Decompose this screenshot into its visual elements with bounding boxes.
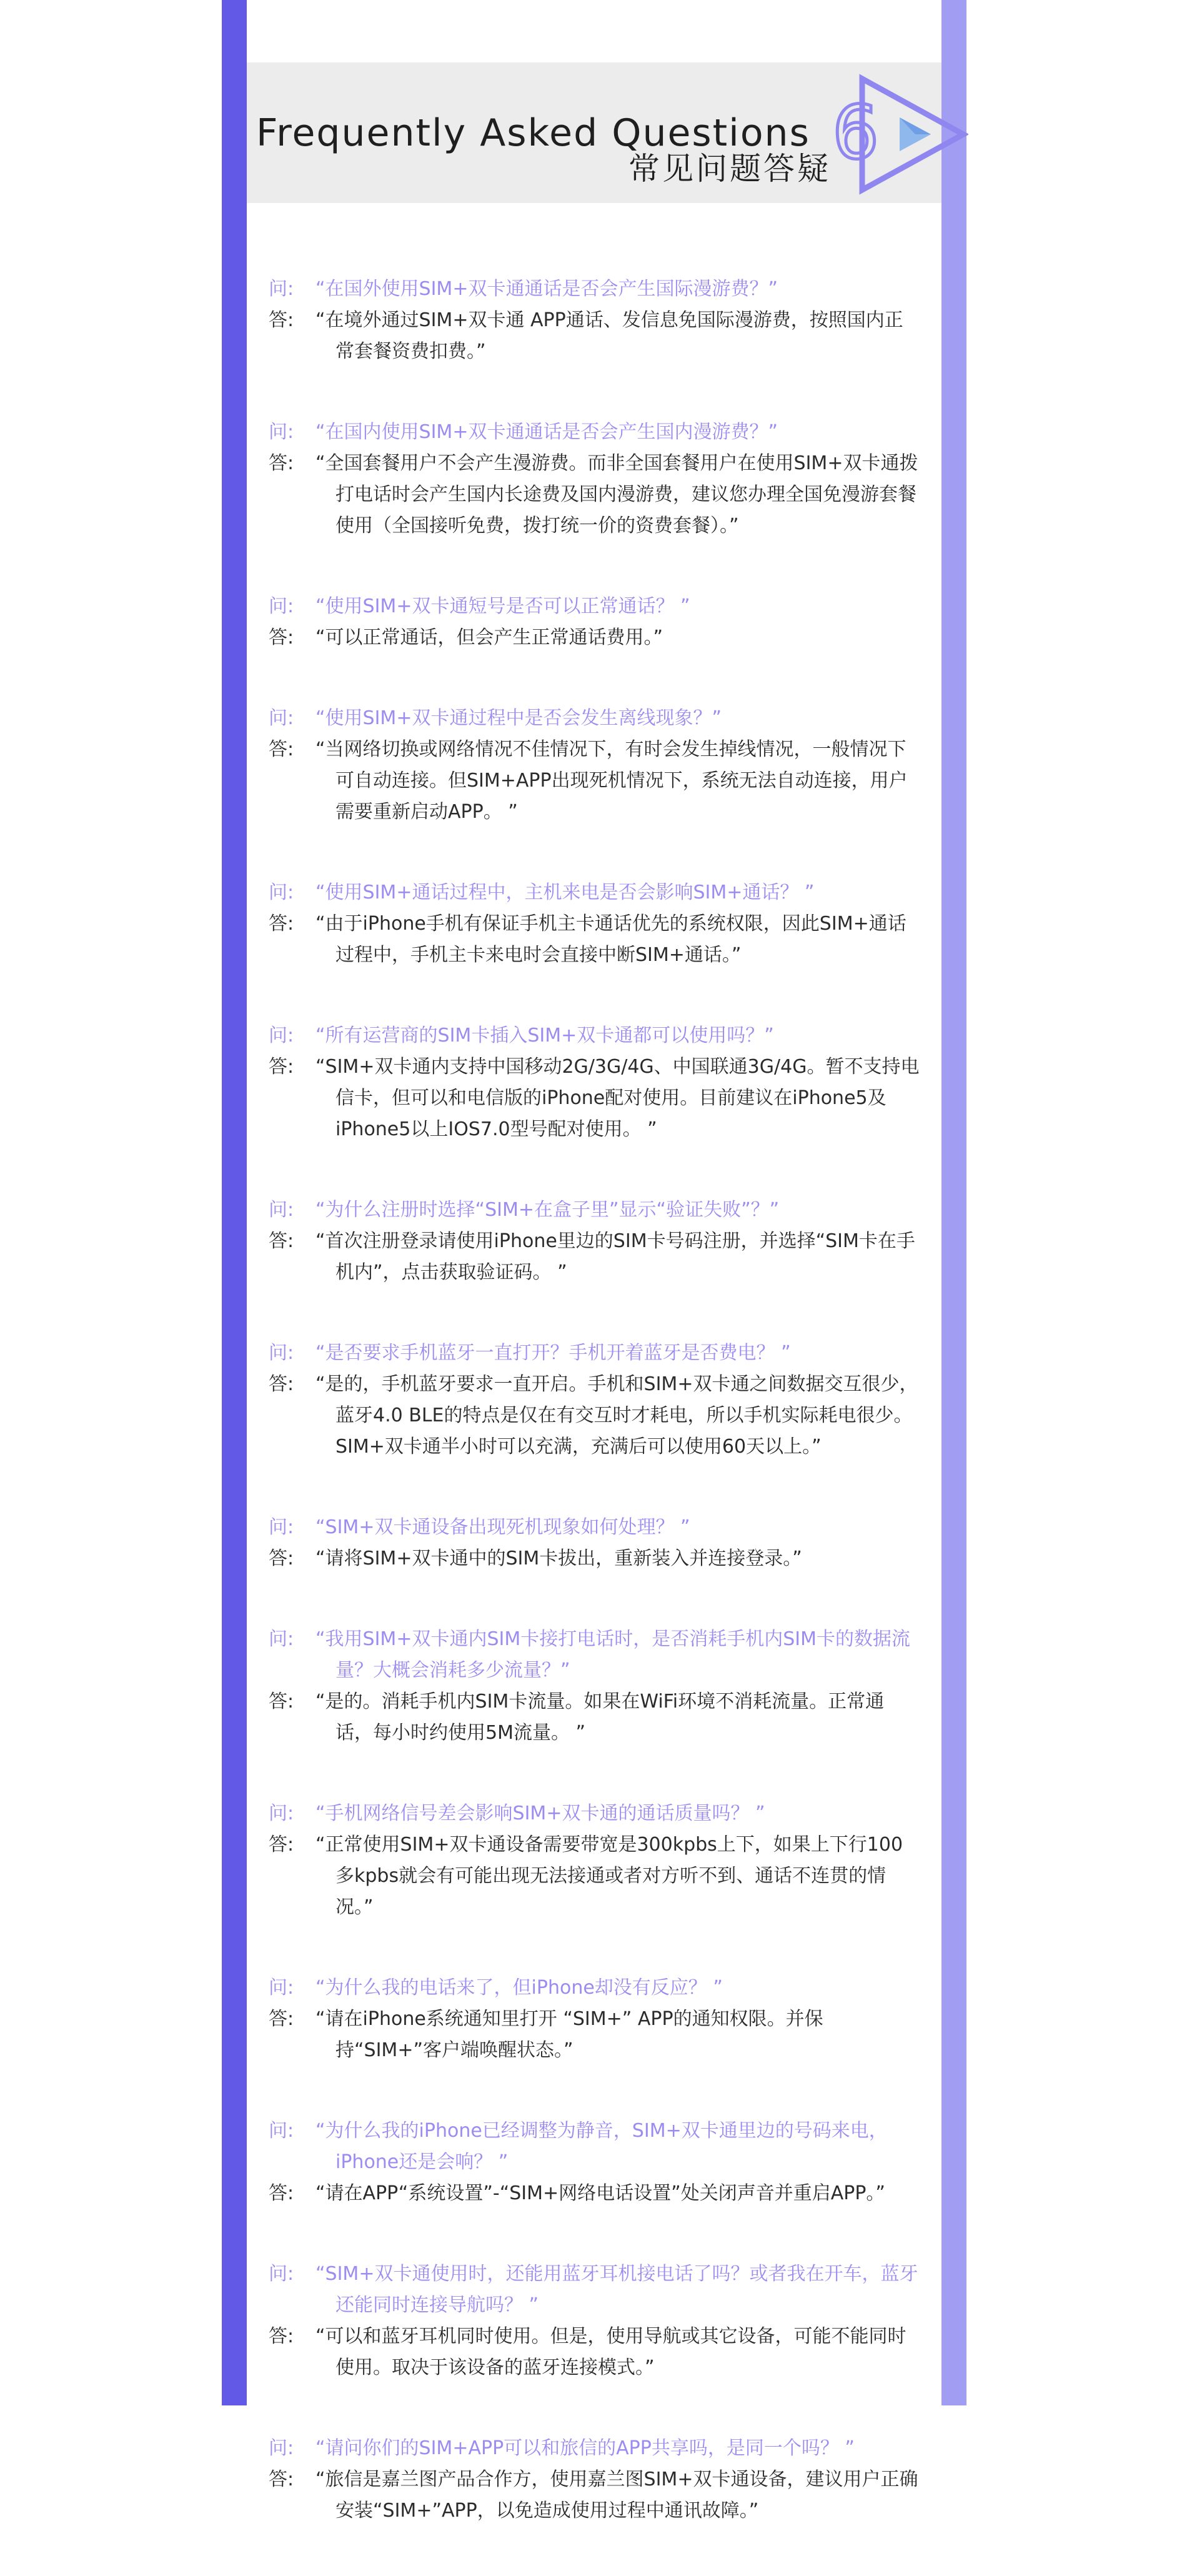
question-text: “SIM+双卡通使用时，还能用蓝牙耳机接电话了吗？或者我在开车，蓝牙还能同时连接导航吗？ ” bbox=[315, 2263, 918, 2316]
answer-label: 答: bbox=[269, 1230, 294, 1252]
question-label: 问: bbox=[269, 882, 294, 903]
faq-answer-row bbox=[269, 1829, 921, 1923]
faq-answer-row bbox=[269, 2321, 921, 2384]
question-text: “在国内使用SIM+双卡通通话是否会产生国内漫游费？” bbox=[315, 421, 778, 443]
answer-label: 答: bbox=[269, 2182, 294, 2204]
answer-text: “SIM+双卡通内支持中国移动2G/3G/4G、中国联通3G/4G。暂不支持电信卡，但可以和电信版的iPhone配对使用。目前建议在iPhone5及iPhone5以上IOS7.0型号配对使用。 ” bbox=[315, 1056, 920, 1140]
faq-item bbox=[269, 1195, 921, 1288]
answer-label: 答: bbox=[269, 1056, 294, 1078]
answer-label: 答: bbox=[269, 627, 294, 649]
faq-answer-row bbox=[269, 622, 921, 654]
faq-item bbox=[269, 2259, 921, 2384]
faq-answer-row bbox=[269, 448, 921, 542]
answer-label: 答: bbox=[269, 1834, 294, 1856]
question-label: 问: bbox=[269, 707, 294, 729]
section-six-play-logo-icon bbox=[831, 74, 968, 196]
faq-question-row bbox=[269, 2259, 921, 2321]
faq-question-row bbox=[269, 274, 921, 305]
faq-question-row bbox=[269, 1020, 921, 1052]
answer-text: “由于iPhone手机有保证手机主卡通话优先的系统权限，因此SIM+通话过程中，手机主卡来电时会直接中断SIM+通话。” bbox=[315, 913, 906, 966]
answer-label: 答: bbox=[269, 309, 294, 331]
question-text: “所有运营商的SIM卡插入SIM+双卡通都可以使用吗？” bbox=[315, 1025, 774, 1047]
answer-text: “正常使用SIM+双卡通设备需要带宽是300kpbs上下，如果上下行100多kpbs就会有可能出现无法接通或者对方听不到、通话不连贯的情况。” bbox=[315, 1834, 903, 1918]
faq-question-row bbox=[269, 877, 921, 908]
faq-item bbox=[269, 417, 921, 542]
question-text: “在国外使用SIM+双卡通通话是否会产生国际漫游费？” bbox=[315, 278, 778, 300]
faq-answer-row bbox=[269, 2464, 921, 2527]
answer-text: “在境外通过SIM+双卡通 APP通话、发信息免国际漫游费，按照国内正常套餐资费扣费。” bbox=[315, 309, 903, 362]
left-border-stripe bbox=[222, 0, 247, 2405]
faq-answer-row bbox=[269, 2178, 921, 2209]
faq-item bbox=[269, 591, 921, 654]
question-label: 问: bbox=[269, 1025, 294, 1047]
question-text: “使用SIM+通话过程中，主机来电是否会影响SIM+通话？ ” bbox=[315, 882, 815, 903]
faq-item bbox=[269, 703, 921, 828]
answer-label: 答: bbox=[269, 2325, 294, 2347]
faq-item bbox=[269, 1624, 921, 1749]
answer-text: “全国套餐用户不会产生漫游费。而非全国套餐用户在使用SIM+双卡通拨打电话时会产生国内长途费及国内漫游费，建议您办理全国免漫游套餐使用（全国接听免费，拨打统一价的资费套餐）。” bbox=[315, 452, 918, 537]
faq-item bbox=[269, 2433, 921, 2527]
answer-label: 答: bbox=[269, 1548, 294, 1569]
answer-text: “请在iPhone系统通知里打开 “SIM+” APP的通知权限。并保持“SIM+”客户端唤醒状态。” bbox=[315, 2008, 823, 2061]
answer-text: “请在APP“系统设置”-“SIM+网络电话设置”处关闭声音并重启APP。” bbox=[315, 2182, 885, 2204]
faq-question-row bbox=[269, 1624, 921, 1686]
faq-item bbox=[269, 274, 921, 367]
faq-answer-row bbox=[269, 1543, 921, 1574]
question-text: “手机网络信号差会影响SIM+双卡通的通话质量吗？ ” bbox=[315, 1803, 765, 1824]
faq-answer-row bbox=[269, 2004, 921, 2066]
answer-text: “可以正常通话，但会产生正常通话费用。” bbox=[315, 627, 663, 649]
question-text: “SIM+双卡通设备出现死机现象如何处理？ ” bbox=[315, 1516, 690, 1538]
answer-label: 答: bbox=[269, 913, 294, 935]
faq-question-row bbox=[269, 1195, 921, 1226]
question-label: 问: bbox=[269, 2263, 294, 2285]
question-text: “使用SIM+双卡通短号是否可以正常通话？ ” bbox=[315, 595, 690, 617]
question-label: 问: bbox=[269, 278, 294, 300]
question-label: 问: bbox=[269, 1199, 294, 1221]
faq-question-row bbox=[269, 2433, 921, 2464]
question-text: “是否要求手机蓝牙一直打开？手机开着蓝牙是否费电？ ” bbox=[315, 1342, 791, 1364]
faq-question-row bbox=[269, 1972, 921, 2004]
answer-text: “旅信是嘉兰图产品合作方，使用嘉兰图SIM+双卡通设备，建议用户正确安装“SIM+”APP，以免造成使用过程中通讯故障。” bbox=[315, 2469, 918, 2522]
faq-answer-row bbox=[269, 1686, 921, 1749]
faq-question-row bbox=[269, 417, 921, 448]
question-text: “我用SIM+双卡通内SIM卡接打电话时，是否消耗手机内SIM卡的数据流量？大概会消耗多少流量？” bbox=[315, 1628, 911, 1681]
faq-list bbox=[269, 274, 921, 2576]
answer-text: “是的，手机蓝牙要求一直开启。手机和SIM+双卡通之间数据交互很少，蓝牙4.0 BLE的特点是仅在有交互时才耗电，所以手机实际耗电很少。SIM+双卡通半小时可以充满，充满后可以使用60天以上。” bbox=[315, 1373, 918, 1458]
page-title-chinese: 常见问题答疑 bbox=[628, 151, 831, 187]
question-label: 问: bbox=[269, 1628, 294, 1650]
faq-answer-row bbox=[269, 1226, 921, 1288]
question-text: “为什么我的iPhone已经调整为静音，SIM+双卡通里边的号码来电，iPhone还是会响？ ” bbox=[315, 2120, 888, 2173]
question-label: 问: bbox=[269, 1516, 294, 1538]
question-text: “为什么注册时选择“SIM+在盒子里”显示“验证失败”？” bbox=[315, 1199, 780, 1221]
answer-text: “首次注册登录请使用iPhone里边的SIM卡号码注册，并选择“SIM卡在手机内”，点击获取验证码。 ” bbox=[315, 1230, 915, 1283]
faq-item bbox=[269, 1972, 921, 2066]
faq-answer-row bbox=[269, 305, 921, 367]
faq-question-row bbox=[269, 1798, 921, 1829]
faq-item bbox=[269, 1338, 921, 1463]
faq-item bbox=[269, 1798, 921, 1923]
answer-label: 答: bbox=[269, 2008, 294, 2030]
answer-label: 答: bbox=[269, 452, 294, 474]
question-text: “请问你们的SIM+APP可以和旅信的APP共享吗，是同一个吗？ ” bbox=[315, 2437, 855, 2459]
page-title-english: Frequently Asked Questions bbox=[256, 111, 810, 156]
faq-item bbox=[269, 877, 921, 971]
faq-question-row bbox=[269, 703, 921, 734]
faq-answer-row bbox=[269, 1052, 921, 1145]
question-text: “为什么我的电话来了，但iPhone却没有反应？ ” bbox=[315, 1977, 723, 1999]
question-label: 问: bbox=[269, 1342, 294, 1364]
faq-item bbox=[269, 1512, 921, 1574]
answer-label: 答: bbox=[269, 1373, 294, 1395]
faq-item bbox=[269, 2116, 921, 2209]
answer-label: 答: bbox=[269, 2469, 294, 2490]
right-border-stripe bbox=[941, 0, 966, 2405]
faq-question-row bbox=[269, 1338, 921, 1369]
answer-text: “是的。消耗手机内SIM卡流量。如果在WiFi环境不消耗流量。正常通话，每小时约使用5M流量。 ” bbox=[315, 1691, 885, 1744]
answer-text: “请将SIM+双卡通中的SIM卡拔出，重新装入并连接登录。” bbox=[315, 1548, 802, 1569]
faq-question-row bbox=[269, 591, 921, 622]
question-text: “使用SIM+双卡通过程中是否会发生离线现象？” bbox=[315, 707, 722, 729]
question-label: 问: bbox=[269, 1977, 294, 1999]
answer-label: 答: bbox=[269, 738, 294, 760]
answer-label: 答: bbox=[269, 1691, 294, 1713]
question-label: 问: bbox=[269, 1803, 294, 1824]
section-number: 6 bbox=[832, 89, 880, 176]
faq-question-row bbox=[269, 2116, 921, 2178]
answer-text: “可以和蓝牙耳机同时使用。但是，使用导航或其它设备，可能不能同时使用。取决于该设备的蓝牙连接模式。” bbox=[315, 2325, 906, 2379]
faq-item bbox=[269, 1020, 921, 1145]
faq-question-row bbox=[269, 1512, 921, 1543]
question-label: 问: bbox=[269, 2120, 294, 2142]
faq-answer-row bbox=[269, 1369, 921, 1463]
answer-text: “当网络切换或网络情况不佳情况下，有时会发生掉线情况，一般情况下可自动连接。但SIM+APP出现死机情况下，系统无法自动连接，用户需要重新启动APP。 ” bbox=[315, 738, 908, 823]
question-label: 问: bbox=[269, 595, 294, 617]
question-label: 问: bbox=[269, 2437, 294, 2459]
faq-answer-row bbox=[269, 908, 921, 971]
question-label: 问: bbox=[269, 421, 294, 443]
faq-answer-row bbox=[269, 734, 921, 828]
